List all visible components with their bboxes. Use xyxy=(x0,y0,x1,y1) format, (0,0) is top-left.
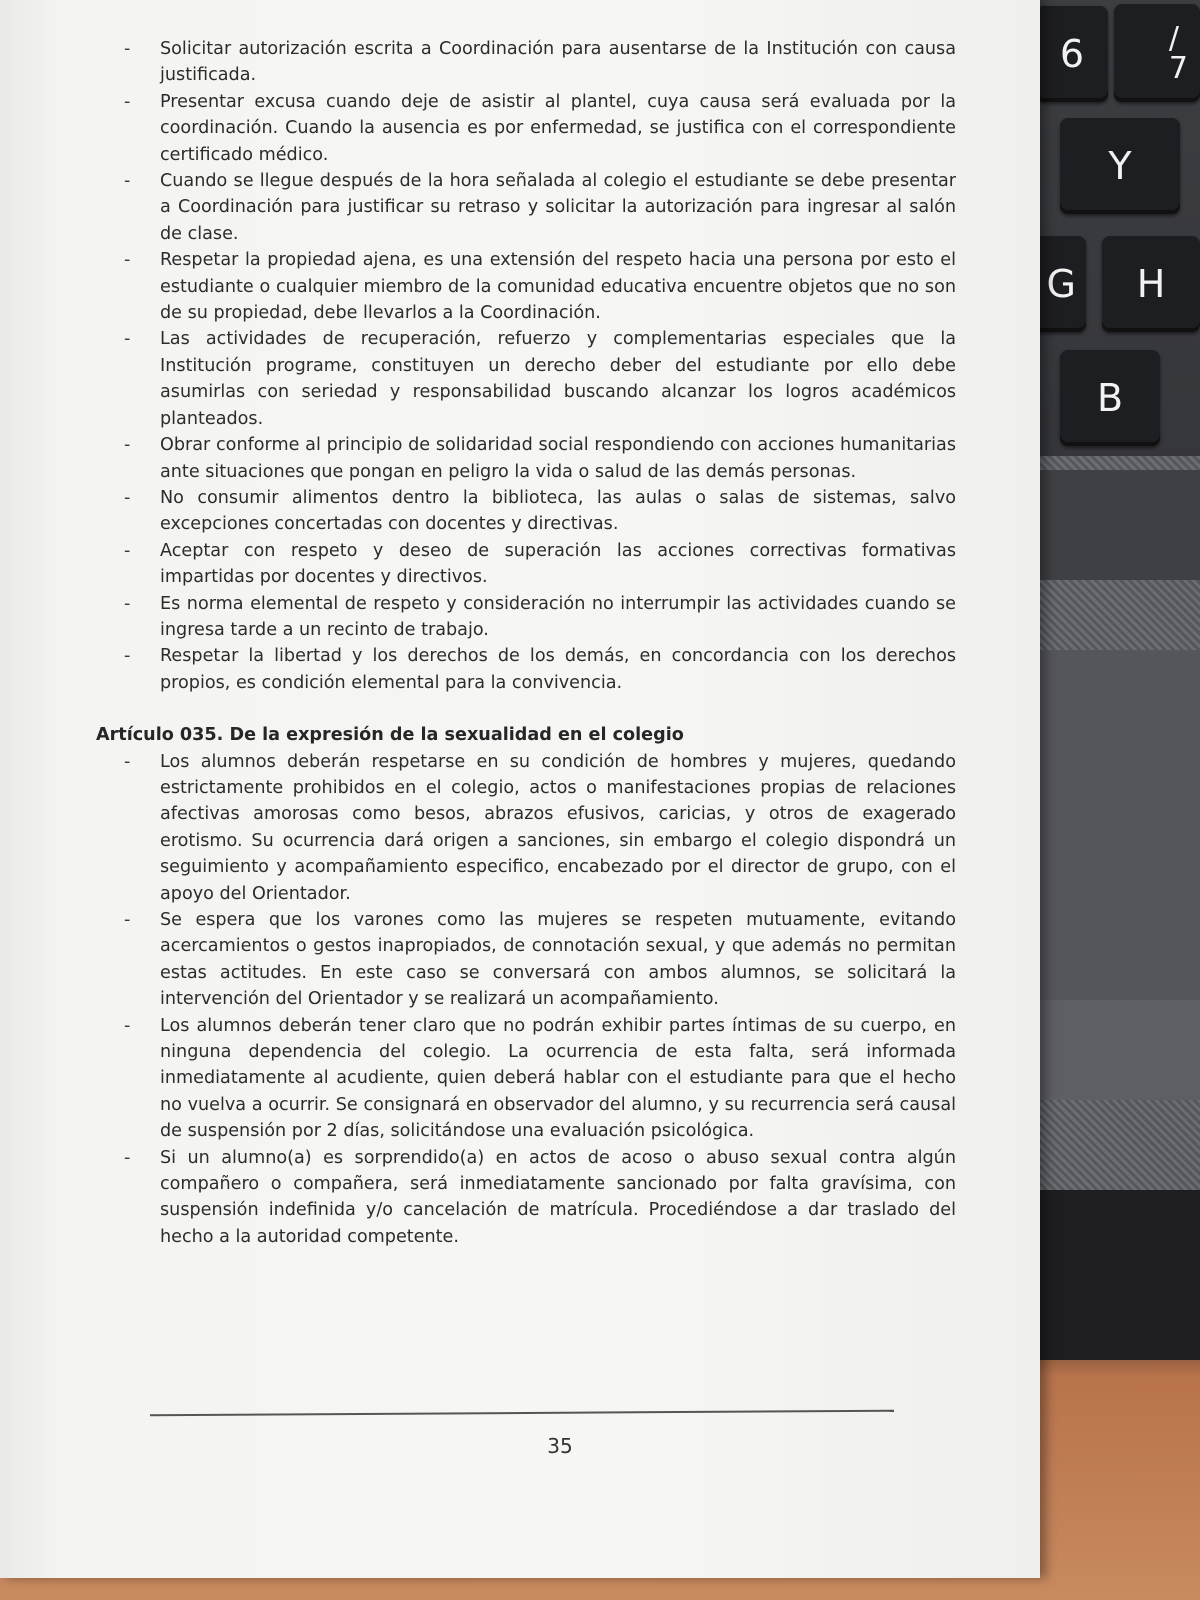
bullet-marker: - xyxy=(124,435,131,456)
list-item xyxy=(96,1145,956,1251)
keyboard-edge xyxy=(1040,456,1200,470)
touchpad xyxy=(1040,650,1200,1000)
list-item xyxy=(96,432,956,485)
keyboard-key-b xyxy=(1060,350,1160,446)
laptop-edge xyxy=(1040,1190,1200,1360)
bullet-marker: - xyxy=(124,646,131,667)
list-item-text: Respetar la libertad y los derechos de los demás, en concordancia con los derechos propios, es condición elemental para la convivencia. xyxy=(160,646,956,693)
key-label: Y xyxy=(1108,144,1132,188)
list-item xyxy=(96,247,956,326)
keyboard-key-7 xyxy=(1114,4,1200,102)
bullet-marker: - xyxy=(124,1015,131,1036)
article-heading: Artículo 035. De la expresión de la sexualidad en el colegio xyxy=(96,725,684,746)
list-item xyxy=(96,591,956,644)
keyboard-frame xyxy=(1040,470,1200,580)
key-label: H xyxy=(1136,262,1166,306)
list-item-text: Es norma elemental de respeto y consideración no interrumpir las actividades cuando se ingresa tarde a un recinto de trabajo. xyxy=(160,593,956,640)
list-item-text: Los alumnos deberán tener claro que no podrán exhibir partes íntimas de su cuerpo, en ninguna dependencia del colegio. La ocurrencia de esta falta, será informada inmediatamente al acudiente, quien deberá hablar con el estudiante para que el hecho no vuelva a ocurrir. Se consignará en observador del alumno, y su recurrencia será causal de suspensión por 2 días, solicitándose una evaluación psicológica. xyxy=(160,1015,956,1142)
bullet-marker: - xyxy=(124,250,131,271)
key-label: / 7 xyxy=(1168,21,1188,86)
footer-rule xyxy=(150,1410,894,1417)
bullet-marker: - xyxy=(124,329,131,350)
bullet-marker: - xyxy=(124,593,131,614)
keyboard-key-6 xyxy=(1036,6,1108,102)
keyboard-grille-lower xyxy=(1040,1100,1200,1190)
keyboard-key-h xyxy=(1102,236,1200,332)
list-item xyxy=(96,326,956,432)
list-item-text: No consumir alimentos dentro la biblioteca, las aulas o salas de sistemas, salvo excepciones concertadas con docentes y directivas. xyxy=(160,487,956,535)
list-item xyxy=(96,168,956,247)
key-label: B xyxy=(1096,376,1124,420)
list-item-text: Si un alumno(a) es sorprendido(a) en actos de acoso o abuso sexual contra algún compañero o compañera, será inmediatamente sancionado por falta gravísima, con suspensión indefinida y/o cancelación de matrícula. Procediéndose a dar traslado del hecho a la autoridad competente. xyxy=(160,1147,956,1247)
list-item-text: Se espera que los varones como las mujeres se respeten mutuamente, evitando acercamientos o gestos inapropiados, de connotación sexual, y que además no permitan estas actitudes. En este caso se conversará con ambos alumnos, se solicitará la intervención del Orientador y se realizará un acompañamiento. xyxy=(160,910,956,1010)
list-item xyxy=(96,89,956,168)
list-item xyxy=(96,643,956,696)
list-item-text: Solicitar autorización escrita a Coordinación para ausentarse de la Institución con causa justificada. xyxy=(160,39,956,86)
key-label: 6 xyxy=(1059,32,1085,76)
bullet-marker: - xyxy=(124,91,131,112)
list-item-text: Las actividades de recuperación, refuerzo y complementarias especiales que la Institución programe, constituyen un derecho deber del estudiante por ello debe asumirlas con seriedad y responsabilidad buscando alcanzar los logros académicos planteados. xyxy=(160,329,956,429)
keyboard xyxy=(1040,0,1200,1360)
list-item-text: Aceptar con respeto y deseo de superación las acciones correctivas formativas impartidas por docentes y directivos. xyxy=(160,540,956,588)
bullet-marker: - xyxy=(124,751,131,772)
bullet-marker: - xyxy=(124,487,131,508)
rules-list xyxy=(96,36,956,696)
list-item-text: Obrar conforme al principio de solidaridad social respondiendo con acciones humanitarias ante situaciones que pongan en peligro la vida o salud de las demás personas. xyxy=(160,435,956,482)
list-item xyxy=(96,1013,956,1145)
bullet-marker: - xyxy=(124,540,131,561)
bullet-marker: - xyxy=(124,1147,131,1168)
list-item xyxy=(96,749,956,907)
bullet-marker: - xyxy=(124,171,131,192)
list-item xyxy=(96,907,956,1013)
list-item xyxy=(96,538,956,591)
keyboard-key-y xyxy=(1060,118,1180,214)
page-number: 35 xyxy=(547,1434,573,1458)
keyboard-grille xyxy=(1040,580,1200,650)
list-item-text: Presentar excusa cuando deje de asistir al plantel, cuya causa será evaluada por la coordinación. Cuando la ausencia es por enfermedad, se justifica con el correspondiente certificado médico. xyxy=(160,91,956,165)
palm-rest xyxy=(1040,1000,1200,1100)
bullet-marker: - xyxy=(124,39,131,59)
list-item xyxy=(96,36,956,89)
bullet-marker: - xyxy=(124,910,131,930)
article-rules-list xyxy=(96,749,956,1251)
key-label: G xyxy=(1046,262,1076,306)
list-item-text: Respetar la propiedad ajena, es una extensión del respeto hacia una persona por esto el estudiante o cualquier miembro de la comunidad educativa encuentre objetos que no son de su propiedad, debe llevarlos a la Coordinación. xyxy=(160,250,956,324)
list-item-text: Cuando se llegue después de la hora señalada al colegio el estudiante se debe presentar a Coordinación para justificar su retraso y solicitar la autorización para ingresar al salón de clase. xyxy=(160,171,956,244)
list-item xyxy=(96,485,956,538)
list-item-text: Los alumnos deberán respetarse en su condición de hombres y mujeres, quedando estrictamente prohibidos en el colegio, actos o manifestaciones propias de relaciones afectivas amorosas como besos, abrazos efusivos, caricias, y otros de exagerado erotismo. Su ocurrencia dará origen a sanciones, sin embargo el colegio dispondrá un seguimiento y acompañamiento especifico, encabezado por el director de grupo, con el apoyo del Orientador. xyxy=(160,751,956,904)
page-content xyxy=(96,36,956,1250)
